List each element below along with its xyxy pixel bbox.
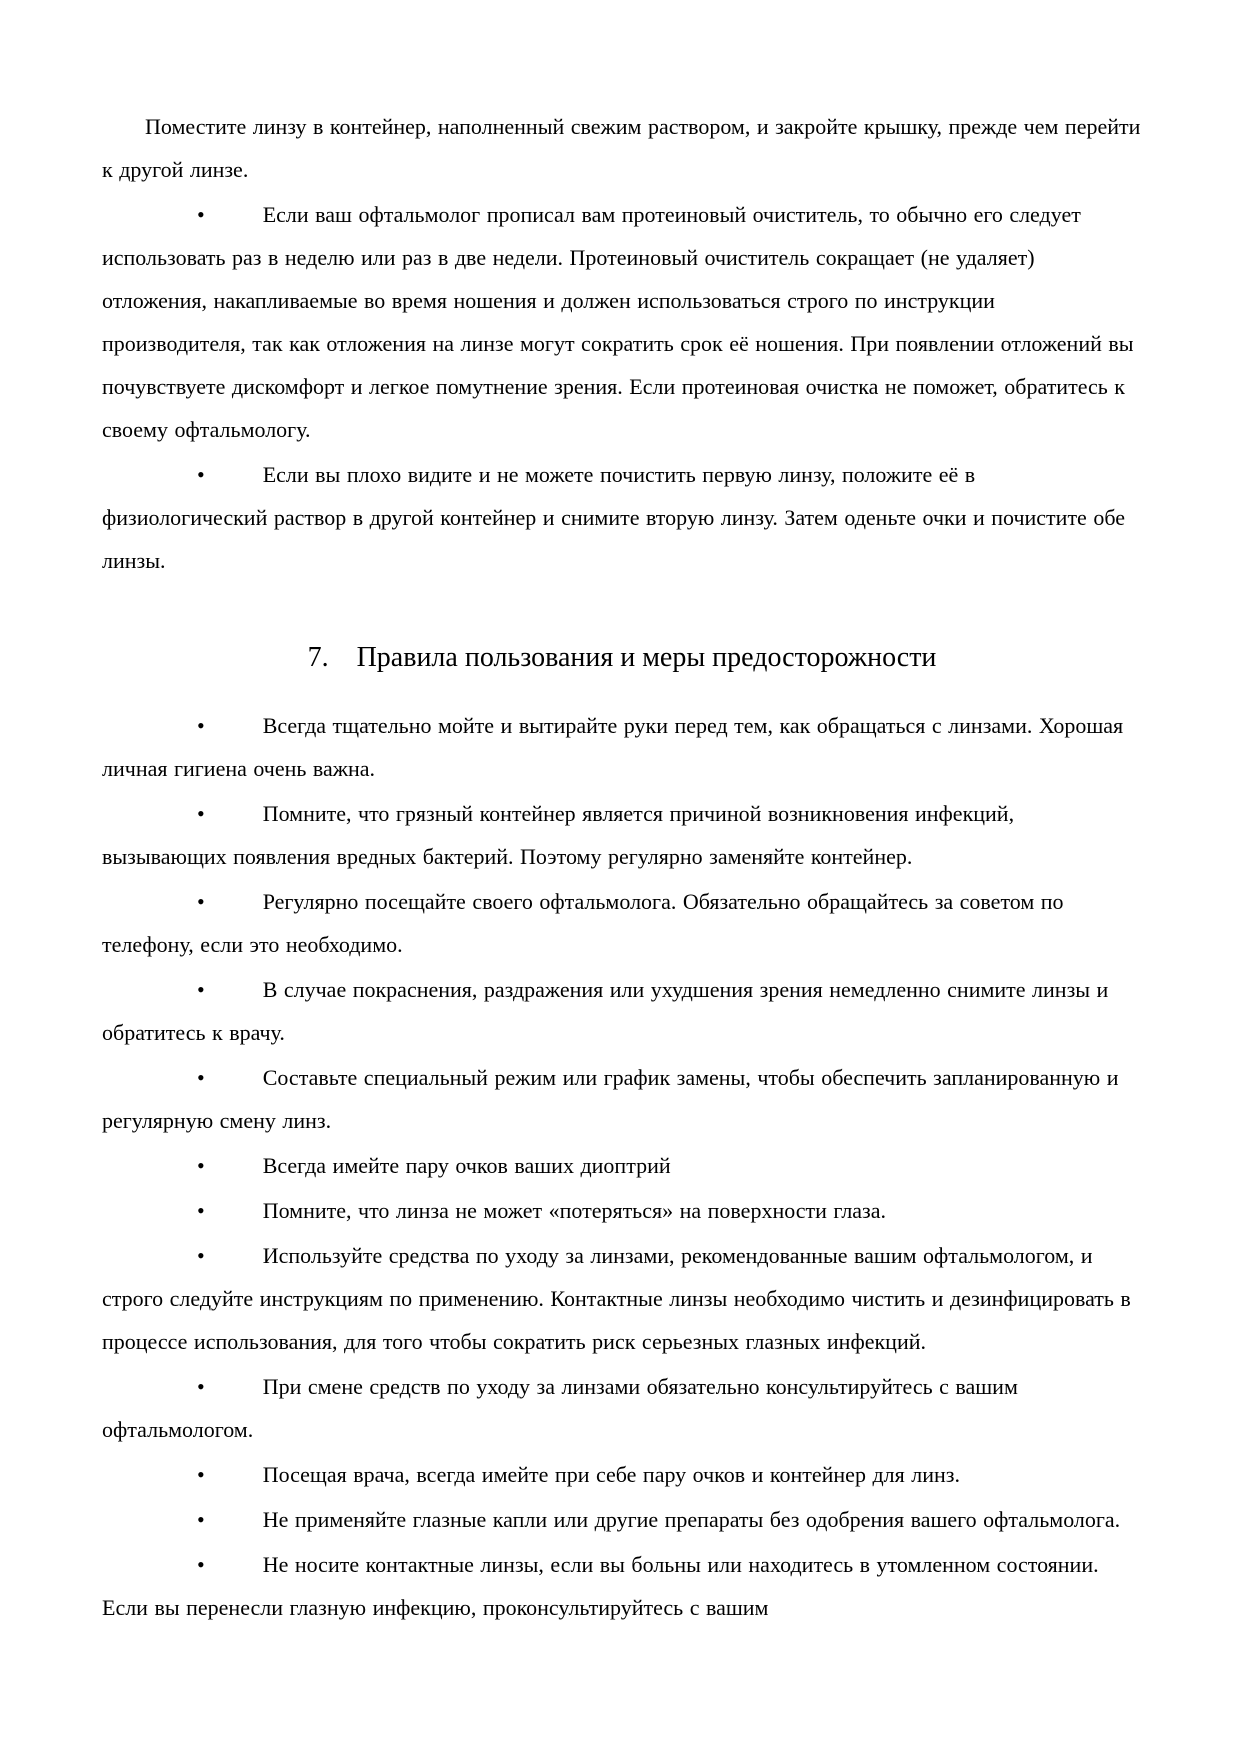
list-item-text: Если вы плохо видите и не можете почистить первую линзу, положите её в физиологический раствор в другой контейнер и снимите вторую линзу. Затем оденьте очки и почистите обе линзы. (102, 462, 1125, 573)
bullet-icon: • (197, 1507, 205, 1532)
list-item-text: Помните, что грязный контейнер является причиной возникновения инфекций, вызывающих появления вредных бактерий. Поэтому регулярно заменяйте контейнер. (102, 801, 1015, 869)
bullet-icon: • (197, 1153, 205, 1178)
list-item-text: В случае покраснения, раздражения или ухудшения зрения немедленно снимите линзы и обратитесь к врачу. (102, 977, 1109, 1045)
list-item (102, 1056, 1142, 1142)
bullet-icon: • (197, 1243, 205, 1268)
list-item (102, 880, 1142, 966)
list-item (102, 1498, 1142, 1541)
list-item-text: Не применяйте глазные капли или другие препараты без одобрения вашего офтальмолога. (262, 1507, 1121, 1532)
bullet-icon: • (197, 202, 205, 227)
list-item (102, 792, 1142, 878)
list-item (102, 1453, 1142, 1496)
bullet-icon: • (197, 801, 205, 826)
bullet-icon: • (197, 977, 205, 1002)
bullet-list-main (102, 704, 1142, 1629)
section-heading (102, 634, 1142, 682)
list-item (102, 453, 1142, 582)
list-item-text: Регулярно посещайте своего офтальмолога. Обязательно обращайтесь за советом по телефону, если это необходимо. (102, 889, 1064, 957)
bullet-icon: • (197, 1198, 205, 1223)
bullet-icon: • (197, 1462, 205, 1487)
list-item-text: Помните, что линза не может «потеряться» на поверхности глаза. (262, 1198, 887, 1223)
section-title: Правила пользования и меры предосторожности (356, 642, 937, 673)
list-item-text: Всегда тщательно мойте и вытирайте руки перед тем, как обращаться с линзами. Хорошая личная гигиена очень важна. (102, 713, 1124, 781)
bullet-icon: • (197, 462, 205, 487)
list-item (102, 1189, 1142, 1232)
list-item (102, 1365, 1142, 1451)
bullet-icon: • (197, 713, 205, 738)
list-item-text: Посещая врача, всегда имейте при себе пару очков и контейнер для линз. (262, 1462, 960, 1487)
section-number: 7. (307, 642, 329, 673)
list-item-text: Используйте средства по уходу за линзами, рекомендованные вашим офтальмологом, и строго следуйте инструкциям по применению. Контактные линзы необходимо чистить и дезинфицировать в процессе использования, для того чтобы сократить риск серьезных глазных инфекций. (102, 1243, 1131, 1354)
list-item (102, 968, 1142, 1054)
list-item (102, 1234, 1142, 1363)
bullet-icon: • (197, 1374, 205, 1399)
list-item-text: Составьте специальный режим или график замены, чтобы обеспечить запланированную и регулярную смену линз. (102, 1065, 1119, 1133)
bullet-list-top (102, 193, 1142, 582)
list-item (102, 704, 1142, 790)
bullet-icon: • (197, 1552, 205, 1577)
bullet-icon: • (197, 889, 205, 914)
bullet-icon: • (197, 1065, 205, 1090)
list-item (102, 193, 1142, 451)
list-item (102, 1144, 1142, 1187)
intro-paragraph: Поместите линзу в контейнер, наполненный свежим раствором, и закройте крышку, прежде чем перейти к другой линзе. (102, 114, 1141, 182)
list-item-text: Не носите контактные линзы, если вы больны или находитесь в утомленном состоянии. Если вы перенесли глазную инфекцию, проконсультируйтесь с вашим (102, 1552, 1099, 1620)
list-item-text: Если ваш офтальмолог прописал вам протеиновый очиститель, то обычно его следует использовать раз в неделю или раз в две недели. Протеиновый очиститель сокращает (не удаляет) отложения, накапливаемые во время ношения и должен использоваться строго по инструкции производителя, так как отложения на линзе могут сократить срок её ношения. При появлении отложений вы почувствуете дискомфорт и легкое помутнение зрения. Если протеиновая очистка не поможет, обратитесь к своему офтальмологу. (102, 202, 1134, 442)
list-item-text: При смене средств по уходу за линзами обязательно консультируйтесь с вашим офтальмологом. (102, 1374, 1018, 1442)
list-item (102, 1543, 1142, 1629)
list-item-text: Всегда имейте пару очков ваших диоптрий (262, 1153, 671, 1178)
